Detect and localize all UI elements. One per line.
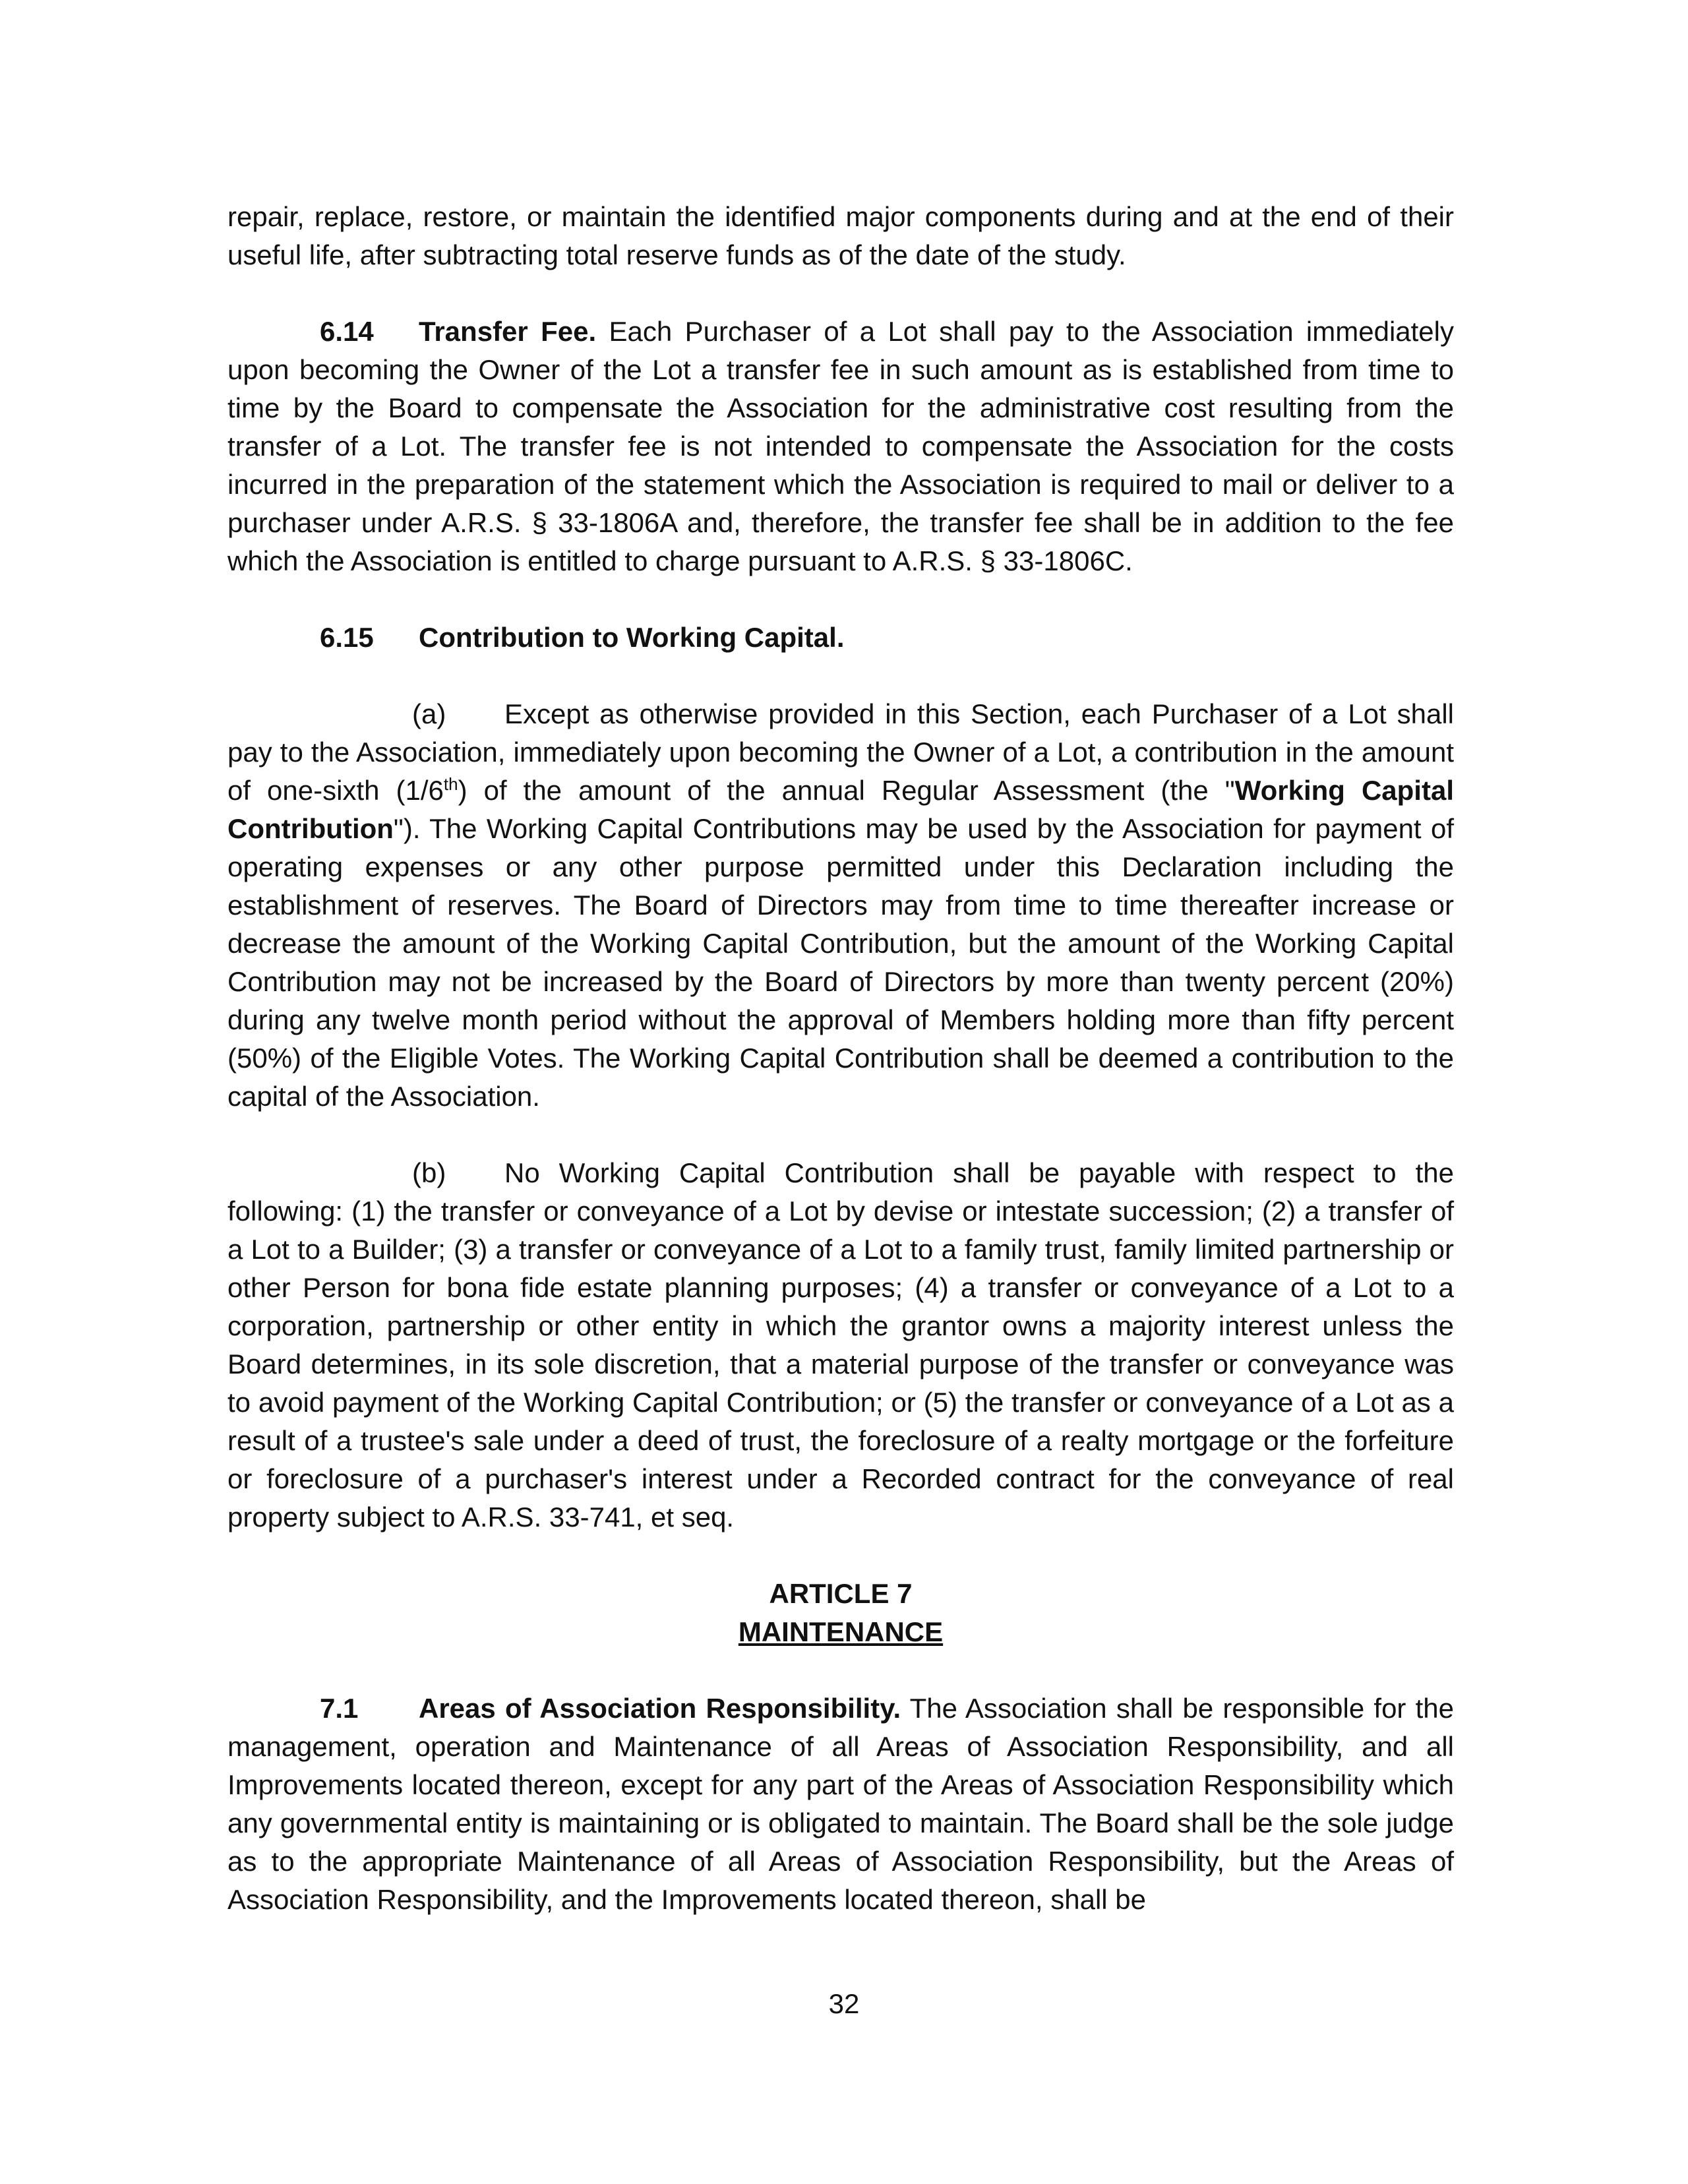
section-6-14 xyxy=(227,313,1454,580)
section-number: 7.1 xyxy=(320,1693,359,1724)
intro-paragraph: repair, replace, restore, or maintain the identified major components during and at the end of their useful life, after subtracting total reserve funds as of the date of the study. xyxy=(227,201,1454,270)
subsection-text: "). The Working Capital Contributions may be used by the Association for payment of operating expenses or any other purpose permitted under this Declaration including the establishment of reserves. The Board of Directors may from time to time thereafter increase or decrease the amount of the Working Capital Contribution, but the amount of the Working Capital Contribution may not be increased by the Board of Directors by more than twenty percent (20%) during any twelve month period without the approval of Members holding more than fifty percent (50%) of the Eligible Votes. The Working Capital Contribution shall be deemed a contribution to the capital of the Association. xyxy=(227,813,1454,1112)
superscript: th xyxy=(443,774,458,794)
defined-term: Working Capital Contribution xyxy=(227,775,1454,844)
section-body: The Association shall be responsible for the management, operation and Maintenance of all Areas of Association Responsibility, and all Improvements located thereon, except for any part of the Areas of Association Responsibility which any governmental entity is maintaining or is obligated to maintain. The Board shall be the sole judge as to the appropriate Maintenance of all Areas of Association Responsibility, but the Areas of Association Responsibility, and the Improvements located thereon, shall be xyxy=(227,1693,1455,1915)
article-heading: ARTICLE 7 xyxy=(769,1578,913,1609)
subsection-text: No Working Capital Contribution shall be payable with respect to the following: (1) the transfer or conveyance of a Lot by devise or intestate succession; (2) a transfer of a Lot to a Builder; (3) a transfer or conveyance of a Lot to a family trust, family limited partnership or other Person for bona fide estate planning purposes; (4) a transfer or conveyance of a Lot to a corporation, partnership or other entity in which the grantor owns a majority interest unless the Board determines, in its sole discretion, that a material purpose of the transfer or conveyance was to avoid payment of the Working Capital Contribution; or (5) the transfer or conveyance of a Lot as a result of a trustee's sale under a deed of trust, the foreclosure of a realty mortgage or the forfeiture or foreclosure of a purchaser's interest under a Recorded contract for the conveyance of real property subject to A.R.S. 33-741, et seq. xyxy=(227,1157,1454,1532)
subsection-text: ) of the amount of the annual Regular Assessment (the " xyxy=(458,775,1235,806)
article-subheading: MAINTENANCE xyxy=(738,1616,944,1647)
section-6-15-sub-a xyxy=(227,695,1454,1116)
document-page xyxy=(227,198,1454,1919)
section-number: 6.15 xyxy=(320,622,374,653)
section-title: Areas of Association Responsibility. xyxy=(419,1693,901,1724)
section-number: 6.14 xyxy=(320,316,374,347)
section-body: Each Purchaser of a Lot shall pay to the Association immediately upon becoming the Owner of the Lot a transfer fee in such amount as is established from time to time by the Board to compensate the Association for the administrative cost resulting from the transfer of a Lot. The transfer fee is not intended to compensate the Association for the costs incurred in the preparation of the statement which the Association is required to mail or deliver to a purchaser under A.R.S. § 33-1806A and, therefore, the transfer fee shall be in addition to the fee which the Association is entitled to charge pursuant to A.R.S. § 33-1806C. xyxy=(227,316,1454,576)
section-title: Contribution to Working Capital. xyxy=(419,622,845,653)
section-title: Transfer Fee. xyxy=(419,316,597,347)
section-7-1 xyxy=(227,1689,1454,1919)
section-6-15-sub-b xyxy=(227,1154,1454,1536)
subsection-text: Except as otherwise provided in this Section, each Purchaser of a Lot shall pay to the Association, immediately upon becoming the Owner of a Lot, a contribution in the amount of one-sixth (1/6 xyxy=(227,698,1454,806)
page-number: 32 xyxy=(828,1988,860,2019)
section-6-15-heading xyxy=(227,619,1454,657)
subsection-label: (b) xyxy=(412,1157,446,1188)
subsection-label: (a) xyxy=(412,698,446,729)
